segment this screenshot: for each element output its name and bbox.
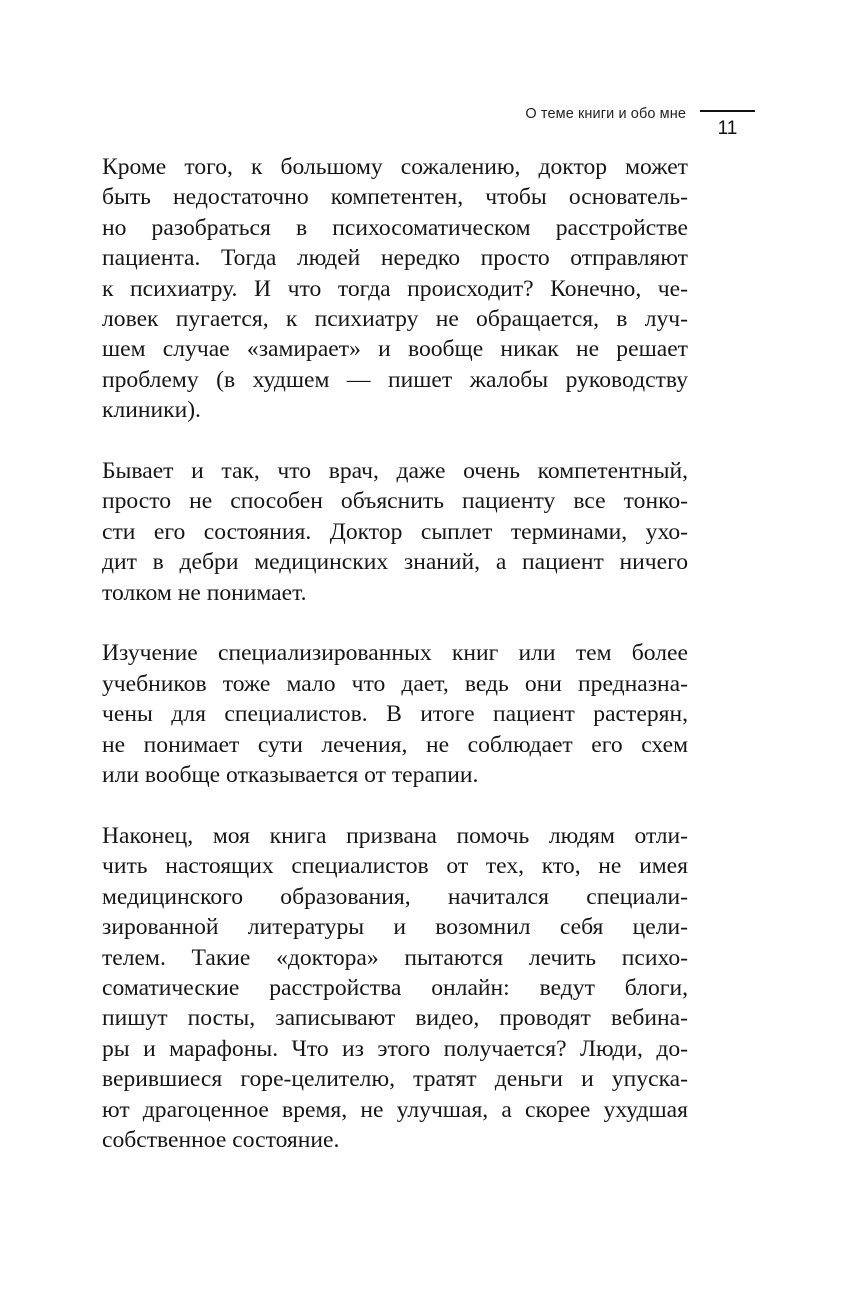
text-line: просто не способен объяснить пациенту все тонко- — [102, 488, 688, 515]
text-line: ют драгоценное время, не улучшая, а скорее ухудшая — [102, 1096, 688, 1123]
text-line: собственное состояние. — [102, 1126, 340, 1153]
paragraph-1 — [102, 152, 688, 426]
text-line: толком не понимает. — [102, 579, 307, 606]
text-line: сти его состояния. Доктор сыплет терминами, ухо- — [102, 518, 688, 545]
paragraph-3 — [102, 638, 688, 790]
text-line: телем. Такие «доктора» пытаются лечить психо- — [102, 944, 688, 971]
text-line: Наконец, моя книга призвана помочь людям отли- — [102, 822, 688, 849]
text-line: соматические расстройства онлайн: ведут блоги, — [102, 974, 688, 1001]
text-line: клиники). — [102, 397, 201, 424]
text-line: шем случае «замирает» и вообще никак не решает — [102, 336, 688, 363]
text-line: но разобраться в психосоматическом расстройстве — [102, 214, 688, 241]
text-line: чить настоящих специалистов от тех, кто, не имея — [102, 853, 688, 880]
text-line: чены для специалистов. В итоге пациент растерян, — [102, 701, 688, 728]
text-line: пациента. Тогда людей нередко просто отправляют — [102, 245, 688, 272]
folio-rule — [700, 110, 755, 112]
text-line: Кроме того, к большому сожалению, доктор может — [102, 154, 688, 180]
paragraph-2 — [102, 456, 688, 608]
text-line: пишут посты, записывают видео, проводят вебина- — [102, 1005, 688, 1032]
text-line: учебников тоже мало что дает, ведь они предназна- — [102, 670, 688, 697]
text-line: или вообще отказывается от терапии. — [102, 762, 479, 789]
text-line: верившиеся горе-целителю, тратят деньги и упуска- — [102, 1066, 688, 1093]
body-text — [102, 152, 688, 1155]
text-line: Изучение специализированных книг или тем более — [102, 640, 688, 667]
text-line: не понимает сути лечения, не соблюдает его схем — [102, 731, 688, 758]
text-line: Бывает и так, что врач, даже очень компетентный, — [102, 458, 688, 485]
text-line: медицинского образования, начитался специали- — [102, 883, 688, 910]
text-line: ловек пугается, к психиатру не обращается, в луч- — [102, 306, 688, 333]
text-line: быть недостаточно компетентен, чтобы основатель- — [102, 184, 688, 211]
text-line: ры и марафоны. Что из этого получается? Люди, до- — [102, 1035, 688, 1062]
paragraph-4 — [102, 821, 688, 1155]
text-line: зированной литературы и возомнил себя цели- — [102, 914, 688, 941]
page-number: 11 — [717, 118, 738, 139]
text-line: к психиатру. И что тогда происходит? Конечно, че- — [102, 275, 688, 302]
running-title: О теме книги и обо мне — [525, 106, 686, 122]
text-line: дит в дебри медицинских знаний, а пациент ничего — [102, 549, 688, 576]
text-line: проблему (в худшем — пишет жалобы руководству — [102, 366, 688, 393]
